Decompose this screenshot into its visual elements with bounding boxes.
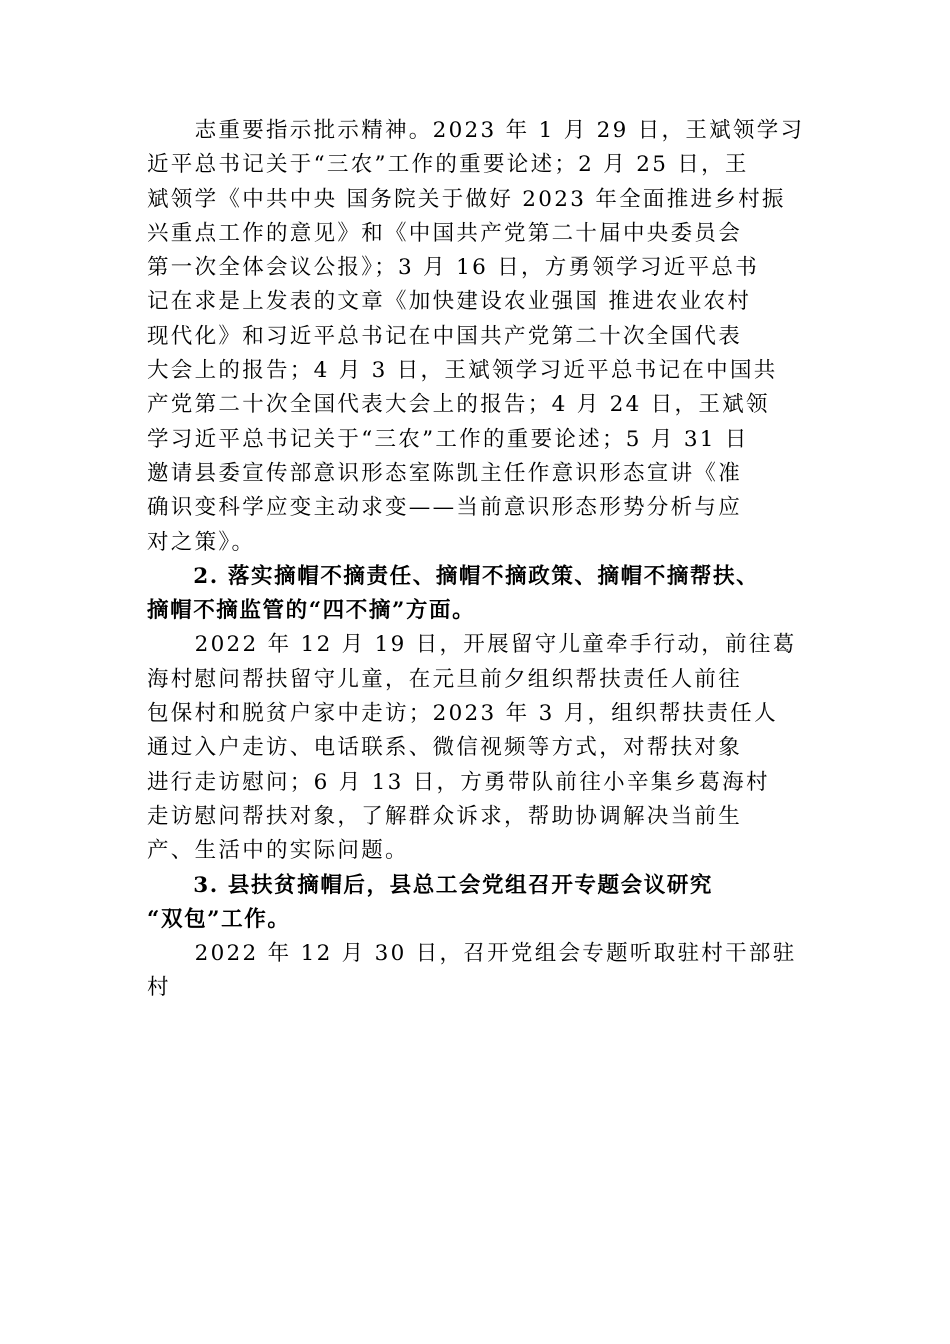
text-line: 海村慰问帮扶留守儿童，在元旦前夕组织帮扶责任人前往 xyxy=(147,666,743,692)
text-line: 邀请县委宣传部意识形态室陈凯主任作意识形态宣讲《准 xyxy=(147,460,743,486)
text-line: 对之策》。 xyxy=(147,529,256,555)
text-line: 大会上的报告；4 月 3 日，王斌领学习近平总书记在中国共 xyxy=(147,358,778,384)
heading-line: 摘帽不摘监管的“四不摘”方面。 xyxy=(147,598,476,624)
heading-line: “双包”工作。 xyxy=(147,906,291,932)
text-line: 记在求是上发表的文章《加快建设农业强国 推进农业农村 xyxy=(147,289,752,315)
text-line: 学习近平总书记关于“三农”工作的重要论述；5 月 31 日 xyxy=(147,426,749,452)
heading-line: 2. 落实摘帽不摘责任、摘帽不摘政策、摘帽不摘帮扶、 xyxy=(147,563,760,589)
text-line: 现代化》和习近平总书记在中国共产党第二十次全国代表 xyxy=(147,323,743,349)
text-line: 斌领学《中共中央 国务院关于做好 2023 年全面推进乡村振 xyxy=(147,186,786,212)
text-line: 志重要指示批示精神。2023 年 1 月 29 日，王斌领学习 xyxy=(147,118,805,143)
text-line: 通过入户走访、电话联系、微信视频等方式，对帮扶对象 xyxy=(147,735,743,761)
text-line: 走访慰问帮扶对象，了解群众诉求，帮助协调解决当前生 xyxy=(147,803,743,829)
paragraph-visits xyxy=(147,628,809,868)
paragraph-party-meeting xyxy=(147,937,809,1006)
section-heading-2 xyxy=(147,560,831,629)
document-body xyxy=(147,114,809,1006)
text-line: 产党第二十次全国代表大会上的报告；4 月 24 日，王斌领 xyxy=(147,392,770,418)
section-heading-3 xyxy=(147,869,809,938)
paragraph-study-sessions xyxy=(147,114,809,560)
text-line: 近平总书记关于“三农”工作的重要论述；2 月 25 日，王 xyxy=(147,152,749,178)
text-line: 兴重点工作的意见》和《中国共产党第二十届中央委员会 xyxy=(147,220,743,246)
text-line: 确识变科学应变主动求变——当前意识形态形势分析与应 xyxy=(147,495,743,521)
text-line: 进行走访慰问；6 月 13 日，方勇带队前往小辛集乡葛海村 xyxy=(147,769,770,795)
text-line: 产、生活中的实际问题。 xyxy=(147,838,409,864)
heading-line: 3. 县扶贫摘帽后，县总工会党组召开专题会议研究 xyxy=(147,872,714,898)
text-line: 第一次全体会议公报》；3 月 16 日，方勇领学习近平总书 xyxy=(147,255,759,281)
text-line: 包保村和脱贫户家中走访；2023 年 3 月，组织帮扶责任人 xyxy=(147,701,778,727)
text-line: 2022 年 12 月 30 日，召开党组会专题听取驻村干部驻 xyxy=(147,941,797,967)
text-line: 2022 年 12 月 19 日，开展留守儿童牵手行动，前往葛 xyxy=(147,632,797,658)
text-line: 村 xyxy=(147,975,171,1001)
